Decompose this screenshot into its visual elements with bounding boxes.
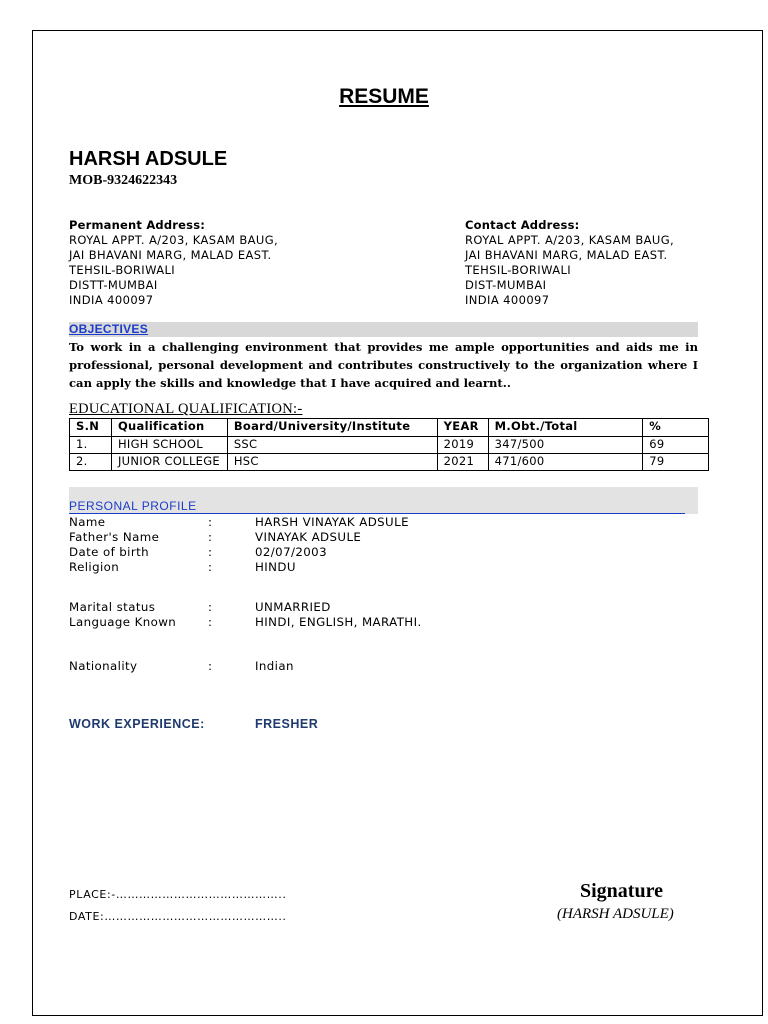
- profile-label: Religion: [69, 560, 120, 574]
- document-title: RESUME: [339, 85, 429, 108]
- table-cell: HSC: [227, 454, 437, 471]
- table-cell: 1.: [70, 437, 112, 454]
- profile-value: 02/07/2003: [255, 545, 327, 559]
- profile-label: Language Known: [69, 615, 177, 629]
- table-cell: 471/600: [488, 454, 643, 471]
- profile-value: VINAYAK ADSULE: [255, 530, 362, 544]
- column-header: %: [643, 419, 709, 437]
- address-line: INDIA 400097: [465, 293, 550, 307]
- table-cell: 2019: [437, 437, 488, 454]
- table-cell: SSC: [227, 437, 437, 454]
- permanent-address-heading: Permanent Address:: [69, 218, 206, 232]
- objectives-heading: OBJECTIVES: [69, 322, 149, 336]
- table-cell: HIGH SCHOOL: [111, 437, 227, 454]
- profile-value: HINDU: [255, 560, 296, 574]
- column-header: M.Obt./Total: [488, 419, 643, 437]
- signature-name: (HARSH ADSULE): [557, 906, 674, 922]
- table-header-row: [70, 419, 709, 437]
- profile-separator: :: [208, 515, 213, 529]
- profile-label: Marital status: [69, 600, 156, 614]
- education-table: [69, 418, 709, 471]
- profile-separator: :: [208, 545, 213, 559]
- address-line: ROYAL APPT. A/203, KASAM BAUG,: [465, 233, 675, 247]
- date-line: DATE:………………………………………..: [69, 910, 287, 923]
- table-row: [70, 454, 709, 471]
- profile-separator: :: [208, 659, 213, 673]
- table-cell: 347/500: [488, 437, 643, 454]
- column-header: S.N: [70, 419, 112, 437]
- personal-profile-heading: PERSONAL PROFILE: [69, 500, 685, 514]
- profile-value: HARSH VINAYAK ADSULE: [255, 515, 409, 529]
- profile-separator: :: [208, 560, 213, 574]
- objectives-text: To work in a challenging environment that provides me ample opportunities and aids me in professional, personal development and contributes constructively to the organization where I can apply the skills and knowledge that I have acquired and learnt..: [69, 340, 698, 390]
- profile-label: Name: [69, 515, 106, 529]
- profile-value: Indian: [255, 659, 294, 673]
- profile-value: HINDI, ENGLISH, MARATHI.: [255, 615, 422, 629]
- work-experience-value: FRESHER: [255, 717, 319, 731]
- profile-separator: :: [208, 530, 213, 544]
- address-line: INDIA 400097: [69, 293, 154, 307]
- profile-label: Nationality: [69, 659, 138, 673]
- address-line: ROYAL APPT. A/203, KASAM BAUG,: [69, 233, 279, 247]
- place-line: PLACE:-……………………………………..: [69, 888, 287, 901]
- table-cell: 69: [643, 437, 709, 454]
- profile-separator: :: [208, 615, 213, 629]
- profile-label: Date of birth: [69, 545, 149, 559]
- address-line: DIST-MUMBAI: [465, 278, 547, 292]
- table-cell: JUNIOR COLLEGE: [111, 454, 227, 471]
- address-line: JAI BHAVANI MARG, MALAD EAST.: [69, 248, 272, 262]
- address-line: JAI BHAVANI MARG, MALAD EAST.: [465, 248, 668, 262]
- profile-label: Father's Name: [69, 530, 160, 544]
- permanent-address: [69, 218, 278, 308]
- table-cell: 2.: [70, 454, 112, 471]
- profile-value: UNMARRIED: [255, 600, 331, 614]
- contact-address: [465, 218, 674, 308]
- table-cell: 2021: [437, 454, 488, 471]
- mobile-number: MOB-9324622343: [69, 173, 178, 188]
- column-header: Board/University/Institute: [227, 419, 437, 437]
- signature-label: Signature: [580, 880, 663, 902]
- contact-address-heading: Contact Address:: [465, 218, 580, 232]
- table-cell: 79: [643, 454, 709, 471]
- education-heading: EDUCATIONAL QUALIFICATION:-: [69, 401, 303, 417]
- table-row: [70, 437, 709, 454]
- address-line: TEHSIL-BORIWALI: [465, 263, 572, 277]
- column-header: Qualification: [111, 419, 227, 437]
- address-line: TEHSIL-BORIWALI: [69, 263, 176, 277]
- work-experience-label: WORK EXPERIENCE:: [69, 717, 205, 731]
- objectives-bar: [69, 322, 698, 337]
- candidate-name: HARSH ADSULE: [69, 148, 228, 170]
- profile-separator: :: [208, 600, 213, 614]
- address-line: DISTT-MUMBAI: [69, 278, 158, 292]
- column-header: YEAR: [437, 419, 488, 437]
